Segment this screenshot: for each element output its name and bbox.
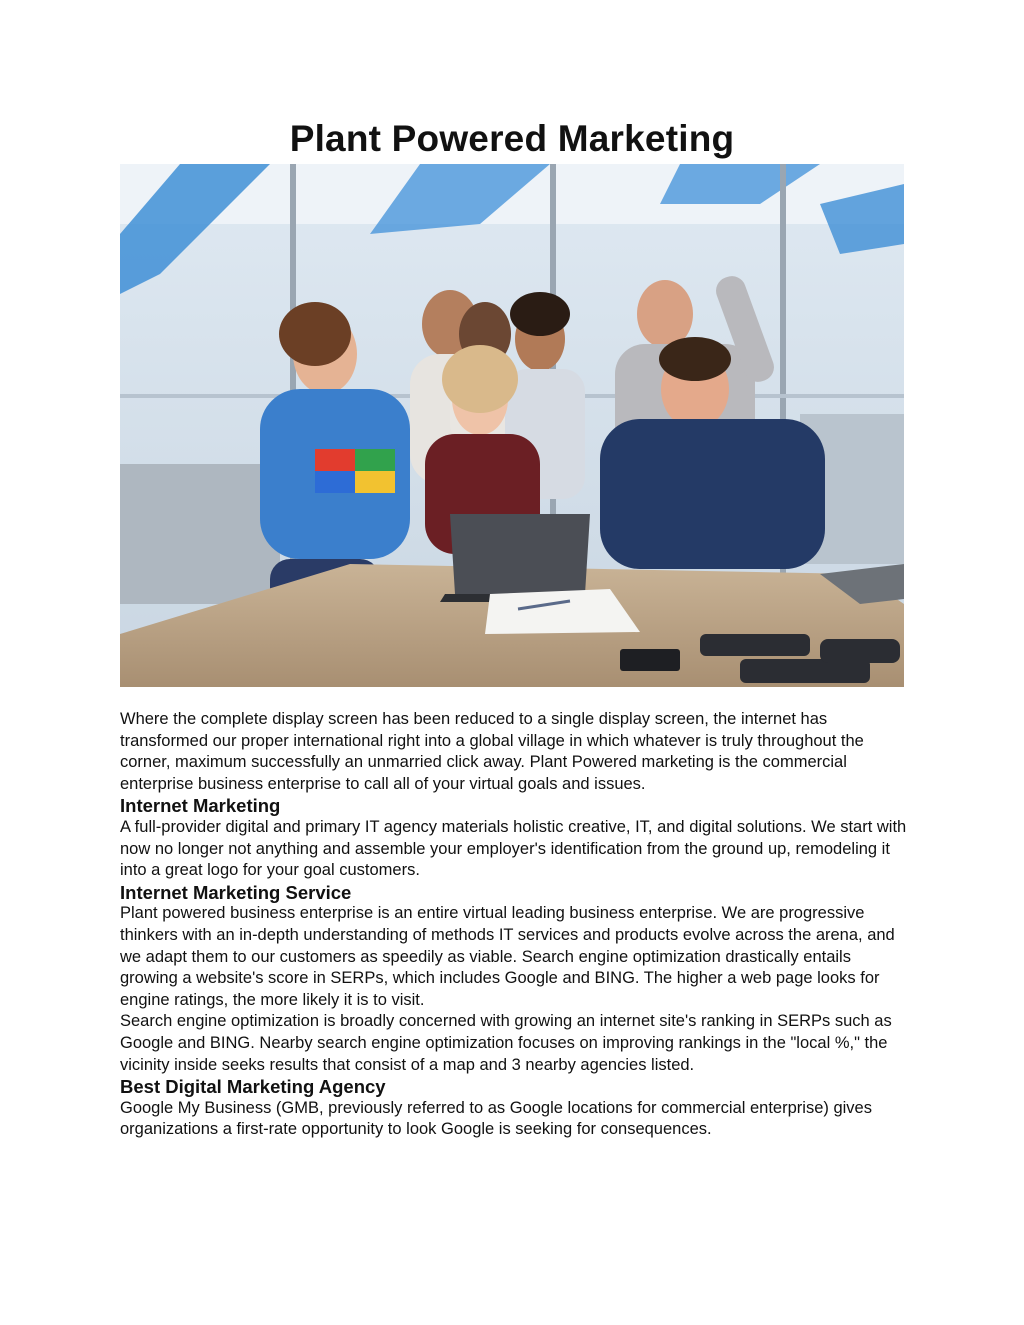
section-paragraph: Plant powered business enterprise is an entire virtual leading business enterprise. We are progressive thinkers with an in-depth understanding of methods IT services and products evolve across the arena, and we adapt them to our customers as speedily as viable. Search engine optimization drastically entails growing a website's score in SERPs, which includes Google and BING. The higher a web page looks for engine ratings, the more likely it is to visit.: [120, 904, 895, 1009]
page-title: Plant Powered Marketing: [289, 118, 735, 159]
section-heading-internet-marketing-service: Internet Marketing Service: [120, 881, 352, 903]
article-body: [120, 709, 910, 1141]
office-team-celebrating-photo: [120, 164, 904, 687]
section-heading-best-digital-marketing-agency: Best Digital Marketing Agency: [120, 1076, 386, 1098]
section-paragraph: Google My Business (GMB, previously referred to as Google locations for commercial enterprise) gives organizations a first-rate opportunity to look Google is seeking for consequences.: [120, 1098, 872, 1139]
section-paragraph: A full-provider digital and primary IT agency materials holistic creative, IT, and digital solutions. We start with now no longer not anything and assemble your employer's identification from the ground up, remodeling it into a great logo for your goal customers.: [120, 817, 907, 880]
section-paragraph: Search engine optimization is broadly concerned with growing an internet site's ranking in SERPs such as Google and BING. Nearby search engine optimization focuses on improving rankings in the "local %," the vicinity inside seeks results that consist of a map and 3 nearby agencies listed.: [120, 1012, 892, 1074]
section-heading-internet-marketing: Internet Marketing: [120, 795, 281, 817]
intro-paragraph: Where the complete display screen has been reduced to a single display screen, the internet has transformed our proper international right into a global village in which whatever is truly throughout the corner, maximum successfully an unmarried click away. Plant Powered marketing is the commercial enterprise business enterprise to call all of your virtual goals and issues.: [120, 710, 864, 793]
